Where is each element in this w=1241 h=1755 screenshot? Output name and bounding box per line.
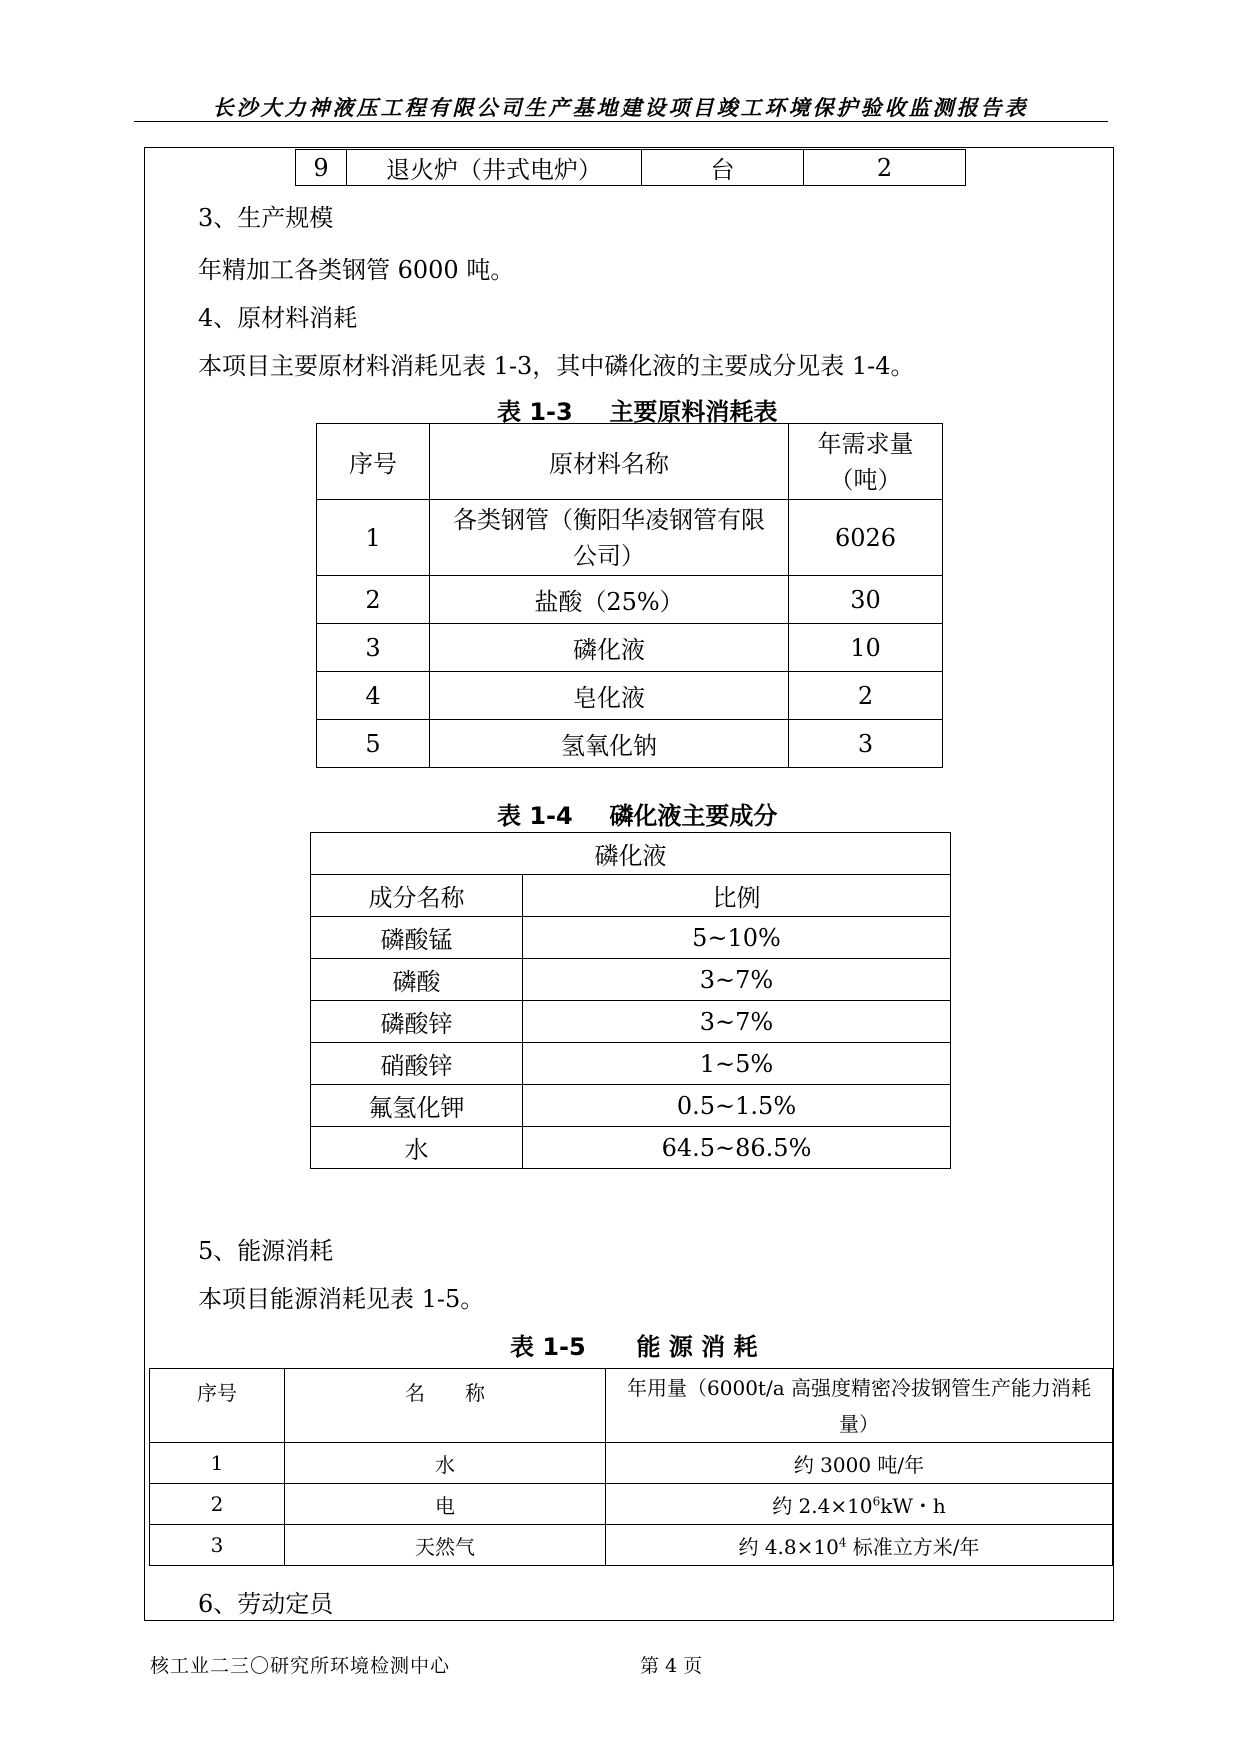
usage-exponent: 6 bbox=[872, 1493, 881, 1508]
row-component-name: 氟氢化钾 bbox=[311, 1085, 523, 1127]
row-ratio: 3~7% bbox=[523, 959, 951, 1001]
row-no: 2 bbox=[150, 1484, 285, 1525]
table15-caption-title: 能 源 消 耗 bbox=[636, 1333, 758, 1361]
table-row bbox=[311, 1085, 951, 1127]
table13-caption-no: 表 1-3 bbox=[497, 398, 573, 426]
row-ratio: 0.5~1.5% bbox=[523, 1085, 951, 1127]
row-material-name: 氢氧化钠 bbox=[430, 720, 789, 768]
row-usage bbox=[606, 1484, 1113, 1525]
row-material-name-line2: 公司） bbox=[573, 541, 645, 570]
footer-organization: 核工业二三〇研究所环境检测中心 bbox=[150, 1655, 451, 1677]
header-component-name: 成分名称 bbox=[311, 875, 523, 917]
row-qty: 30 bbox=[789, 576, 943, 624]
header-material-name: 原材料名称 bbox=[430, 424, 789, 500]
section3-text: 年精加工各类钢管 6000 吨。 bbox=[198, 256, 515, 284]
table-header-row bbox=[311, 875, 951, 917]
usage-suffix: kW・h bbox=[880, 1493, 946, 1518]
usage-prefix: 约 4.8×10 bbox=[738, 1534, 839, 1559]
row-qty: 2 bbox=[789, 672, 943, 720]
table-header-row bbox=[317, 424, 943, 500]
table-header-row bbox=[150, 1369, 1113, 1443]
row-ratio: 1~5% bbox=[523, 1043, 951, 1085]
table-row bbox=[311, 1127, 951, 1169]
footer-page-number: 第 4 页 bbox=[640, 1655, 703, 1677]
row-qty: 6026 bbox=[789, 500, 943, 576]
table14-caption bbox=[497, 796, 777, 831]
row-no: 2 bbox=[317, 576, 430, 624]
table-row bbox=[311, 1001, 951, 1043]
header-annual-usage-line1: 年用量（6000t/a 高强度精密冷拔钢管生产能力消耗 bbox=[627, 1375, 1091, 1400]
header-ratio: 比例 bbox=[523, 875, 951, 917]
row-ratio: 5~10% bbox=[523, 917, 951, 959]
row-energy-name: 天然气 bbox=[285, 1525, 606, 1566]
row-component-name: 磷酸锰 bbox=[311, 917, 523, 959]
row-component-name: 水 bbox=[311, 1127, 523, 1169]
header-divider bbox=[134, 121, 1108, 122]
section5-heading: 5、能源消耗 bbox=[198, 1237, 334, 1265]
row-qty: 10 bbox=[789, 624, 943, 672]
section6-heading: 6、劳动定员 bbox=[198, 1590, 334, 1618]
table-group-header-row bbox=[311, 833, 951, 875]
row-no: 1 bbox=[150, 1443, 285, 1484]
row-material-name-line1: 各类钢管（衡阳华凌钢管有限 bbox=[453, 505, 765, 534]
equipment-name-cell: 退火炉（井式电炉） bbox=[347, 150, 642, 186]
raw-material-table bbox=[316, 423, 943, 768]
row-no: 5 bbox=[317, 720, 430, 768]
row-no: 3 bbox=[317, 624, 430, 672]
row-energy-name: 水 bbox=[285, 1443, 606, 1484]
row-usage bbox=[606, 1525, 1113, 1566]
energy-consumption-table bbox=[149, 1368, 1113, 1566]
header-annual-qty-line1: 年需求量 bbox=[817, 429, 914, 458]
row-no: 1 bbox=[317, 500, 430, 576]
usage-prefix: 约 2.4×10 bbox=[772, 1493, 873, 1518]
table-row bbox=[311, 1043, 951, 1085]
document-header-title: 长沙大力神液压工程有限公司生产基地建设项目竣工环境保护验收监测报告表 bbox=[212, 95, 1029, 120]
table13-caption-title: 主要原料消耗表 bbox=[609, 398, 778, 426]
row-no: 3 bbox=[150, 1525, 285, 1566]
table-row bbox=[296, 150, 966, 186]
header-annual-qty-line2: （吨） bbox=[829, 465, 902, 494]
header-annual-qty bbox=[789, 424, 943, 500]
row-component-name: 磷酸 bbox=[311, 959, 523, 1001]
header-annual-usage-line2: 量） bbox=[839, 1411, 879, 1436]
row-ratio: 3~7% bbox=[523, 1001, 951, 1043]
table14-caption-title: 磷化液主要成分 bbox=[609, 802, 778, 830]
table-row bbox=[317, 624, 943, 672]
row-no: 4 bbox=[317, 672, 430, 720]
row-component-name: 磷酸锌 bbox=[311, 1001, 523, 1043]
row-material-name: 皂化液 bbox=[430, 672, 789, 720]
table-row bbox=[311, 959, 951, 1001]
table-row bbox=[317, 720, 943, 768]
header-annual-usage bbox=[606, 1369, 1113, 1443]
table-row bbox=[150, 1443, 1113, 1484]
section4-text: 本项目主要原材料消耗见表 1-3，其中磷化液的主要成分见表 1-4。 bbox=[198, 352, 915, 380]
table-row bbox=[311, 917, 951, 959]
usage-suffix: 标准立方米/年 bbox=[846, 1534, 980, 1559]
row-material-name bbox=[430, 500, 789, 576]
row-qty: 3 bbox=[789, 720, 943, 768]
table15-caption-no: 表 1-5 bbox=[510, 1333, 586, 1361]
row-ratio: 64.5~86.5% bbox=[523, 1127, 951, 1169]
table-row bbox=[317, 576, 943, 624]
table-row bbox=[150, 1525, 1113, 1566]
row-material-name: 磷化液 bbox=[430, 624, 789, 672]
section3-heading: 3、生产规模 bbox=[198, 204, 334, 232]
equipment-unit-cell: 台 bbox=[642, 150, 804, 186]
usage-exponent: 4 bbox=[838, 1534, 847, 1549]
phosphating-composition-table bbox=[310, 832, 951, 1169]
row-component-name: 硝酸锌 bbox=[311, 1043, 523, 1085]
equipment-qty-cell: 2 bbox=[804, 150, 966, 186]
table15-caption bbox=[510, 1327, 758, 1362]
group-header: 磷化液 bbox=[311, 833, 951, 875]
row-material-name: 盐酸（25%） bbox=[430, 576, 789, 624]
table-row bbox=[150, 1484, 1113, 1525]
table14-caption-no: 表 1-4 bbox=[497, 802, 573, 830]
equipment-no-cell: 9 bbox=[296, 150, 347, 186]
equipment-table-continuation bbox=[295, 149, 966, 186]
row-energy-name: 电 bbox=[285, 1484, 606, 1525]
table-row bbox=[317, 672, 943, 720]
section4-heading: 4、原材料消耗 bbox=[198, 304, 358, 332]
header-no: 序号 bbox=[317, 424, 430, 500]
row-usage: 约 3000 吨/年 bbox=[606, 1443, 1113, 1484]
table-row bbox=[317, 500, 943, 576]
table13-caption bbox=[497, 392, 777, 427]
header-name: 名 称 bbox=[285, 1369, 606, 1443]
section5-text: 本项目能源消耗见表 1-5。 bbox=[198, 1285, 485, 1313]
header-no: 序号 bbox=[150, 1369, 285, 1443]
